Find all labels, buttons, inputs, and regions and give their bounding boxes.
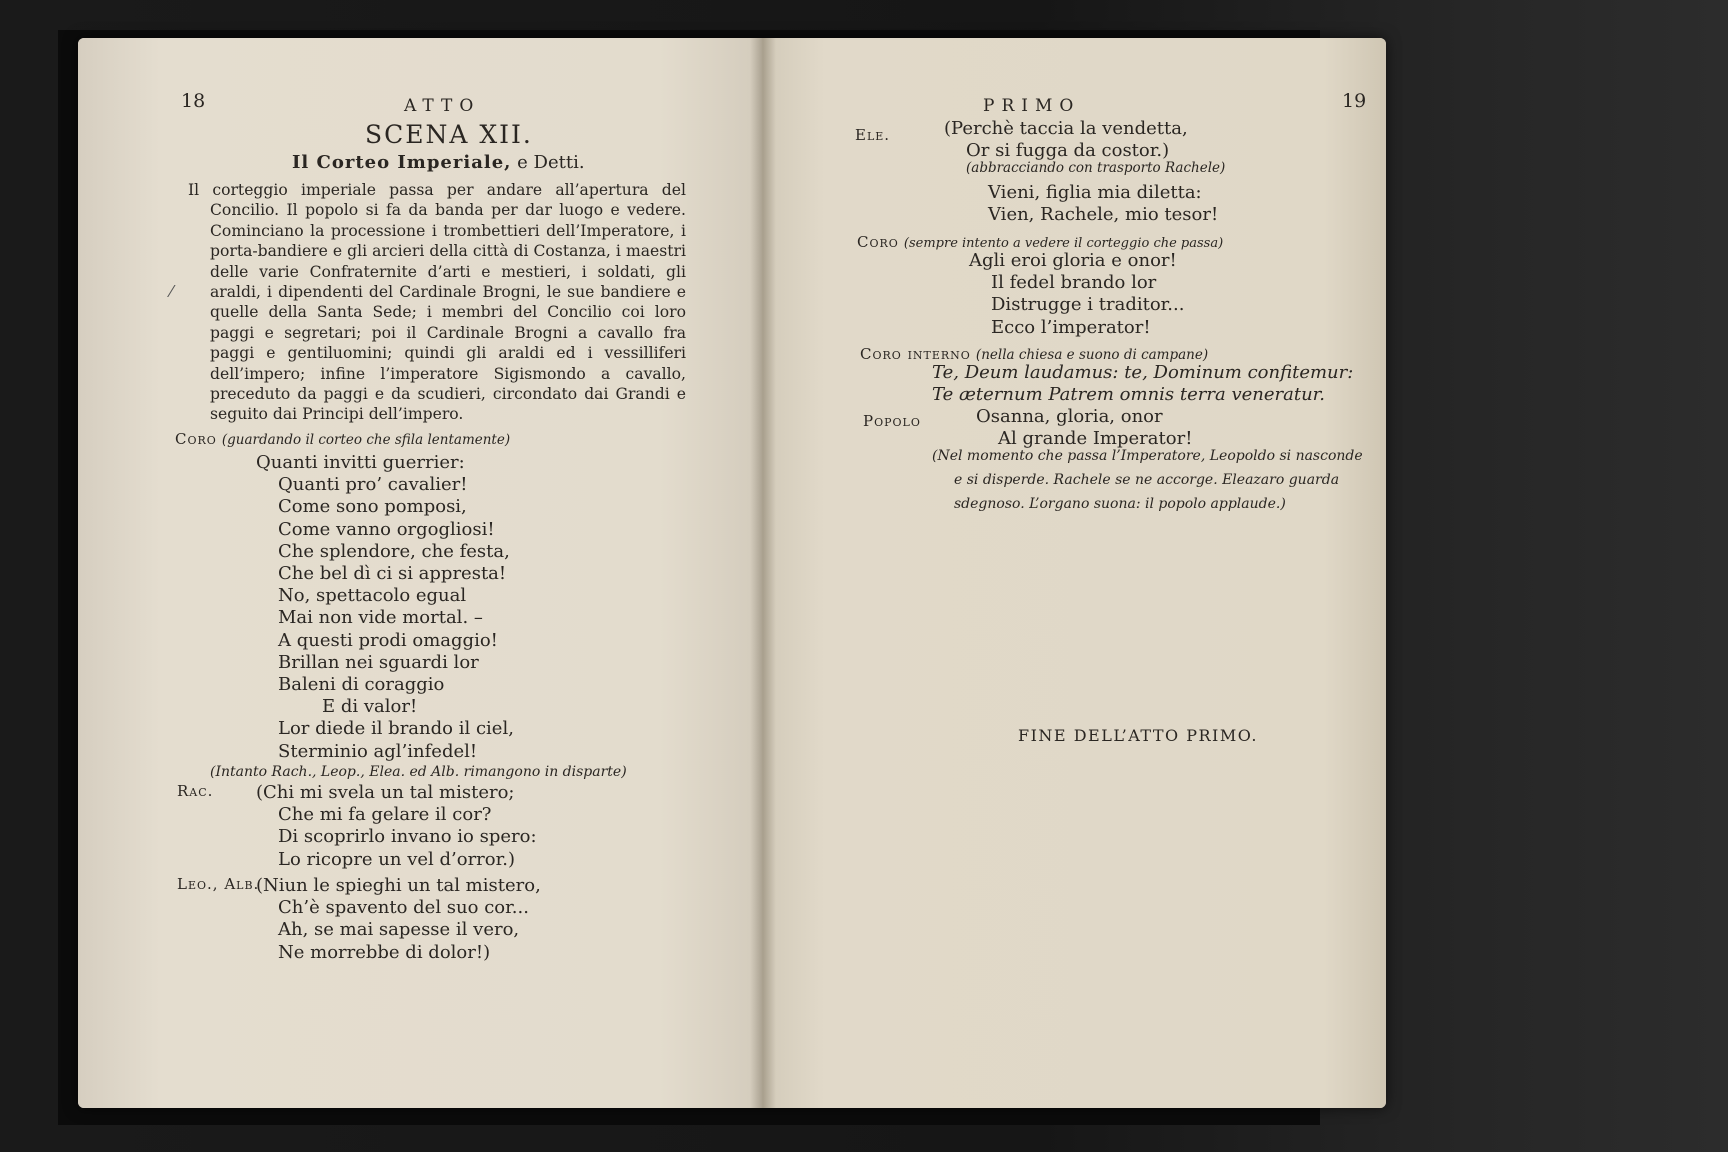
scene-subtitle	[292, 152, 585, 173]
verse-line: (Niun le spieghi un tal mistero,	[256, 875, 541, 896]
aside-direction: (Intanto Rach., Leop., Elea. ed Alb. rimangono in disparte)	[210, 764, 627, 780]
scene-title: SCENA XII.	[365, 120, 533, 149]
verse-line: Di scoprirlo invano io spero:	[278, 826, 537, 848]
verse-line: Baleni di coraggio	[278, 674, 445, 696]
verse-line: Vieni, figlia mia diletta:	[988, 182, 1202, 203]
ele-direction: (abbracciando con trasporto Rachele)	[966, 160, 1226, 176]
verse-line: Or si fugga da costor.)	[966, 140, 1170, 162]
right-running-head: PRIMO	[983, 96, 1081, 116]
open-book	[78, 38, 1386, 1108]
verse-line: Quanti pro’ cavalier!	[278, 474, 468, 496]
verse-line: Osanna, gloria, onor	[976, 406, 1163, 427]
verse-line: Ch’è spavento del suo cor...	[278, 897, 529, 919]
verse-line: Sterminio agl’infedel!	[278, 740, 478, 762]
verse-line: Brillan nei sguardi lor	[278, 651, 479, 673]
verse-line: Che bel dì ci si appresta!	[278, 563, 507, 585]
verse-line: Ah, se mai sapesse il vero,	[278, 919, 520, 941]
verse-line: Il fedel brando lor	[991, 272, 1157, 294]
latin-verses	[932, 362, 1353, 406]
pencil-mark: ⁄	[170, 282, 173, 301]
left-page	[78, 38, 762, 1108]
coro-interno-heading	[860, 344, 1208, 363]
verse-line: Al grande Imperator!	[998, 428, 1193, 450]
coro-speaker: Coro	[175, 430, 217, 448]
left-running-head: ATTO	[404, 96, 481, 116]
coro-heading	[175, 429, 510, 448]
leo-verses	[256, 875, 541, 964]
coro-heading-right	[857, 232, 1223, 251]
right-page	[762, 38, 1386, 1108]
book-gutter	[750, 38, 776, 1108]
ele-verses-b	[988, 182, 1218, 226]
verse-line: E di valor!	[322, 696, 418, 718]
ele-speaker: Ele.	[855, 126, 891, 144]
verse-line: Agli eroi gloria e onor!	[969, 250, 1177, 271]
rac-verses	[256, 782, 537, 871]
leo-speaker: Leo., Alb.	[177, 875, 260, 893]
verse-line: Che splendore, che festa,	[278, 540, 510, 562]
coro-direction-right: (sempre intento a vedere il corteggio che passa)	[903, 236, 1224, 251]
verse-line: Ne morrebbe di dolor!)	[278, 941, 491, 963]
coro-interno-speaker: Coro interno	[860, 345, 971, 363]
verse-line: Che mi fa gelare il cor?	[278, 804, 492, 826]
verse-line: Distrugge i traditor...	[991, 294, 1185, 316]
verse-line: Quanti invitti guerrier:	[256, 452, 465, 473]
coro-verses-right	[969, 250, 1185, 339]
stage-paragraph	[188, 180, 686, 425]
verse-line: (Perchè taccia la vendetta,	[944, 118, 1188, 139]
stage-paragraph-text: Il corteggio imperiale passa per andare all’apertura del Concilio. Il popolo si fa da banda per dar luogo e vedere. Cominciano la processione i trombettieri dell’Imperatore, i porta-bandiere e gli arcieri della città di Costanza, i maestri delle varie Confraternite d’arti e mestieri, i soldati, gli araldi, i dipendenti del Cardinale Brogni, le sue bandiere e quelle della Santa Sede; i membri del Concilio coi loro paggi e segretari; poi il Cardinale Brogni a cavallo fra paggi e gentiluomini; quindi gli araldi ed i vessilliferi dell’impero; infine l’imperatore Sigismondo a cavallo, preceduto da paggi e da scudieri, circondato dai Grandi e seguito dai Principi dell’impero.	[188, 181, 686, 424]
verse-line: Come vanno orgogliosi!	[278, 518, 495, 540]
verse-line: Lor diede il brando il ciel,	[278, 718, 514, 740]
verse-line: A questi prodi omaggio!	[278, 629, 498, 651]
verse-line: Ecco l’imperator!	[991, 316, 1151, 338]
verse-line: (Chi mi svela un tal mistero;	[256, 782, 515, 803]
fine-dell-atto: FINE DELL’ATTO PRIMO.	[1018, 726, 1258, 745]
ele-verses-a	[944, 118, 1188, 162]
verse-line: Mai non vide mortal. –	[278, 607, 483, 629]
popolo-speaker: Popolo	[863, 412, 921, 430]
verse-line: Come sono pomposi,	[278, 496, 467, 518]
final-stage-direction: (Nel momento che passa l’Imperatore, Leopoldo si nasconde e si disperde. Rachele se ne accorge. Eleazaro guarda sdegnoso. L’organo suona: il popolo applaude.)	[932, 448, 1363, 512]
scene-subtitle-bold: Il Corteo Imperiale,	[292, 152, 512, 173]
verse-line: Vien, Rachele, mio tesor!	[988, 204, 1219, 226]
verse-line: Te, Deum laudamus: te, Dominum confitemur:	[932, 362, 1354, 383]
coro-speaker-right: Coro	[857, 233, 899, 251]
verse-line: Lo ricopre un vel d’orror.)	[278, 848, 515, 870]
scene-subtitle-rest: e Detti.	[517, 152, 585, 173]
left-page-number: 18	[181, 90, 206, 112]
coro-verses	[256, 452, 514, 763]
coro-interno-direction: (nella chiesa e suono di campane)	[975, 347, 1209, 363]
right-page-number: 19	[1342, 90, 1367, 112]
coro-direction: (guardando il corteo che sfila lentamente)	[221, 432, 511, 448]
verse-line: Te æternum Patrem omnis terra veneratur.	[932, 384, 1326, 405]
rac-speaker: Rac.	[177, 782, 214, 800]
verse-line: No, spettacolo egual	[278, 585, 467, 607]
